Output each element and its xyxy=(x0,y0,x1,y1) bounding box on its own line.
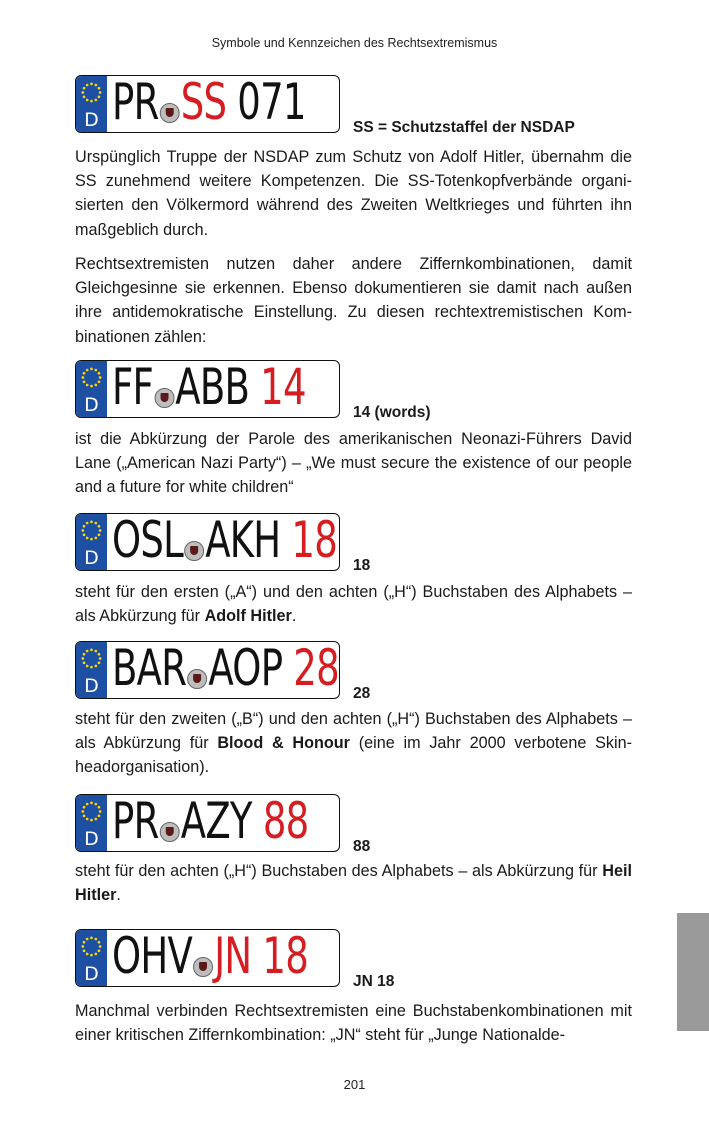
plate-caption: 18 xyxy=(353,557,371,574)
eu-star xyxy=(94,938,97,941)
eu-star xyxy=(83,87,86,90)
plate-characters xyxy=(112,75,306,132)
license-plate xyxy=(75,513,340,571)
seal-icon xyxy=(193,957,213,977)
eu-star xyxy=(99,376,102,379)
eu-star xyxy=(94,384,97,387)
plate-letters: ABB xyxy=(175,360,250,416)
text-run: steht für den achten („H“) Buchstaben des Alphabets – als Abkürzung für xyxy=(75,862,603,880)
license-plate-row xyxy=(75,929,615,989)
eu-star xyxy=(83,814,86,817)
eu-stars-icon xyxy=(80,519,103,542)
eu-star xyxy=(86,522,89,525)
eu-star xyxy=(98,941,101,944)
text-run: (eine im Jahr 2000 verbotene Skinheadorganisation). xyxy=(75,734,632,777)
plate-letters: JN xyxy=(214,929,252,985)
body-paragraph: Urspünglich Truppe der NSDAP zum Schutz von Adolf Hitler, übernahm die SS zunehmend weitere Kompetenzen. Die SS-Totenkopfverbände organisierten den Völkermord während des Zweiten Weltkrieges und führten ihn maßgeblich durch. xyxy=(75,148,632,239)
eu-star xyxy=(90,802,93,805)
eu-star xyxy=(86,938,89,941)
eu-star xyxy=(98,525,101,528)
eu-star xyxy=(86,650,89,653)
eu-stars-icon xyxy=(80,647,103,670)
eu-star xyxy=(98,533,101,536)
plate-caption: 88 xyxy=(353,838,371,855)
plate-letters: AOP xyxy=(208,641,283,697)
eu-star xyxy=(82,945,85,948)
eu-star xyxy=(86,84,89,87)
license-plate-row xyxy=(75,75,615,135)
plate-district: PR xyxy=(112,75,159,131)
eu-star xyxy=(98,380,101,383)
country-code: D xyxy=(84,963,99,985)
plate-number: 18 xyxy=(262,929,308,985)
eu-star xyxy=(90,666,93,669)
eu-stars-icon xyxy=(80,935,103,958)
body-paragraph: Rechtsextremisten nutzen daher andere Ziffernkombinationen, damit Gleichgesinne sie erkennen. Ebenso dokumentieren sie damit nach außen ihre antidemokratische Einstellung. Zu diesen rechtextremistischen Kombinationen zählen: xyxy=(75,255,632,346)
emphasis: Blood & Honour xyxy=(217,734,350,753)
plate-letters: AZY xyxy=(180,794,252,850)
eu-star xyxy=(90,954,93,957)
eu-star xyxy=(82,529,85,532)
license-plate-row xyxy=(75,641,615,701)
country-code: D xyxy=(84,675,99,697)
eu-star xyxy=(94,522,97,525)
eu-star xyxy=(83,661,86,664)
eu-star xyxy=(99,529,102,532)
eu-band xyxy=(76,930,107,986)
text-run: . xyxy=(291,607,297,626)
eu-star xyxy=(94,84,97,87)
eu-star xyxy=(82,657,85,660)
eu-band xyxy=(76,76,107,132)
eu-star xyxy=(94,99,97,102)
country-code: D xyxy=(84,394,99,416)
plate-caption: JN 18 xyxy=(353,973,395,990)
seal-icon xyxy=(187,669,207,689)
license-plate xyxy=(75,360,340,418)
eu-star xyxy=(98,949,101,952)
eu-star xyxy=(86,537,89,540)
eu-star xyxy=(86,818,89,821)
eu-star xyxy=(99,810,102,813)
plate-caption: 14 (words) xyxy=(353,404,431,421)
eu-star xyxy=(83,941,86,944)
body-paragraph xyxy=(75,707,632,780)
eu-star xyxy=(83,372,86,375)
eu-star xyxy=(90,368,93,371)
country-code: D xyxy=(84,828,99,850)
eu-star xyxy=(86,369,89,372)
license-plate xyxy=(75,794,340,852)
eu-star xyxy=(90,385,93,388)
eu-star xyxy=(98,653,101,656)
plate-caption: 28 xyxy=(353,685,371,702)
eu-stars-icon xyxy=(80,81,103,104)
body-paragraph xyxy=(75,580,632,628)
eu-band xyxy=(76,514,107,570)
eu-star xyxy=(83,949,86,952)
eu-star xyxy=(86,953,89,956)
eu-star xyxy=(98,806,101,809)
plate-number: 28 xyxy=(293,641,339,697)
country-code: D xyxy=(84,109,99,131)
eu-star xyxy=(83,95,86,98)
eu-stars-icon xyxy=(80,366,103,389)
eu-star xyxy=(90,83,93,86)
plate-characters xyxy=(112,513,337,570)
eu-star xyxy=(86,665,89,668)
plate-number: 18 xyxy=(291,513,338,569)
license-plate-row xyxy=(75,360,615,420)
eu-band xyxy=(76,795,107,851)
plate-number: 14 xyxy=(260,360,306,416)
eu-star xyxy=(90,937,93,940)
eu-star xyxy=(94,665,97,668)
eu-star xyxy=(82,810,85,813)
eu-star xyxy=(94,650,97,653)
plate-caption: SS = Schutzstaffel der NSDAP xyxy=(353,119,575,136)
eu-star xyxy=(90,521,93,524)
eu-star xyxy=(90,100,93,103)
eu-star xyxy=(99,945,102,948)
eu-star xyxy=(94,803,97,806)
page-number: 201 xyxy=(343,1077,366,1092)
plate-number: 88 xyxy=(262,794,309,850)
eu-star xyxy=(90,819,93,822)
eu-star xyxy=(99,91,102,94)
eu-star xyxy=(83,525,86,528)
eu-star xyxy=(86,803,89,806)
seal-icon xyxy=(160,822,180,842)
body-paragraph xyxy=(75,859,632,907)
plate-district: FF xyxy=(112,360,154,416)
plate-characters xyxy=(112,641,339,698)
plate-district: OSL xyxy=(112,513,184,569)
eu-star xyxy=(99,657,102,660)
eu-star xyxy=(98,95,101,98)
eu-star xyxy=(82,91,85,94)
eu-star xyxy=(94,537,97,540)
plate-letters: SS xyxy=(180,75,227,131)
emphasis: Heil Hitler xyxy=(75,862,632,905)
eu-star xyxy=(94,953,97,956)
eu-star xyxy=(98,87,101,90)
eu-star xyxy=(86,99,89,102)
text-run: steht für den zweiten („B“) und den achten („H“) Buchstaben des Alphabets – als Abkürzung für xyxy=(75,710,632,753)
eu-star xyxy=(83,380,86,383)
eu-star xyxy=(90,649,93,652)
eu-star xyxy=(83,653,86,656)
license-plate xyxy=(75,641,340,699)
plate-characters xyxy=(112,794,308,851)
text-run: steht für den ersten („A“) und den achten („H“) Buchstaben des Alphabets – als Abkürzung für xyxy=(75,583,632,626)
license-plate-row xyxy=(75,794,615,854)
eu-stars-icon xyxy=(80,800,103,823)
eu-star xyxy=(98,661,101,664)
seal-icon xyxy=(154,388,174,408)
body-paragraph: ist die Abkürzung der Parole des amerikanischen Neonazi-Führers David Lane („American Nazi Party“) – „We must secure the existence of our people and a future for white children“ xyxy=(75,430,632,497)
emphasis: Adolf Hitler xyxy=(204,607,292,626)
eu-star xyxy=(98,372,101,375)
eu-band xyxy=(76,642,107,698)
plate-characters xyxy=(112,360,306,417)
thumb-index-tab xyxy=(677,913,709,1031)
seal-icon xyxy=(184,541,204,561)
plate-district: BAR xyxy=(112,641,187,697)
plate-district: PR xyxy=(112,794,159,850)
eu-star xyxy=(94,369,97,372)
country-code: D xyxy=(84,547,99,569)
eu-star xyxy=(98,814,101,817)
running-header: Symbole und Kennzeichen des Rechtsextremismus xyxy=(211,36,498,50)
text-run: . xyxy=(116,886,121,905)
eu-band xyxy=(76,361,107,417)
eu-star xyxy=(82,376,85,379)
eu-star xyxy=(83,806,86,809)
plate-number: 071 xyxy=(237,75,306,131)
eu-star xyxy=(94,818,97,821)
eu-star xyxy=(90,538,93,541)
license-plate xyxy=(75,929,340,987)
plate-characters xyxy=(112,929,308,986)
plate-district: OHV xyxy=(112,929,193,985)
eu-star xyxy=(86,384,89,387)
plate-letters: AKH xyxy=(205,513,281,569)
eu-star xyxy=(83,533,86,536)
body-paragraph: Manchmal verbinden Rechtsextremisten eine Buchstabenkombinationen mit einer kritischen Ziffernkombination: „JN“ steht für „Junge Nationalde- xyxy=(75,1002,632,1045)
license-plate-row xyxy=(75,513,615,573)
license-plate xyxy=(75,75,340,133)
seal-icon xyxy=(160,103,180,123)
